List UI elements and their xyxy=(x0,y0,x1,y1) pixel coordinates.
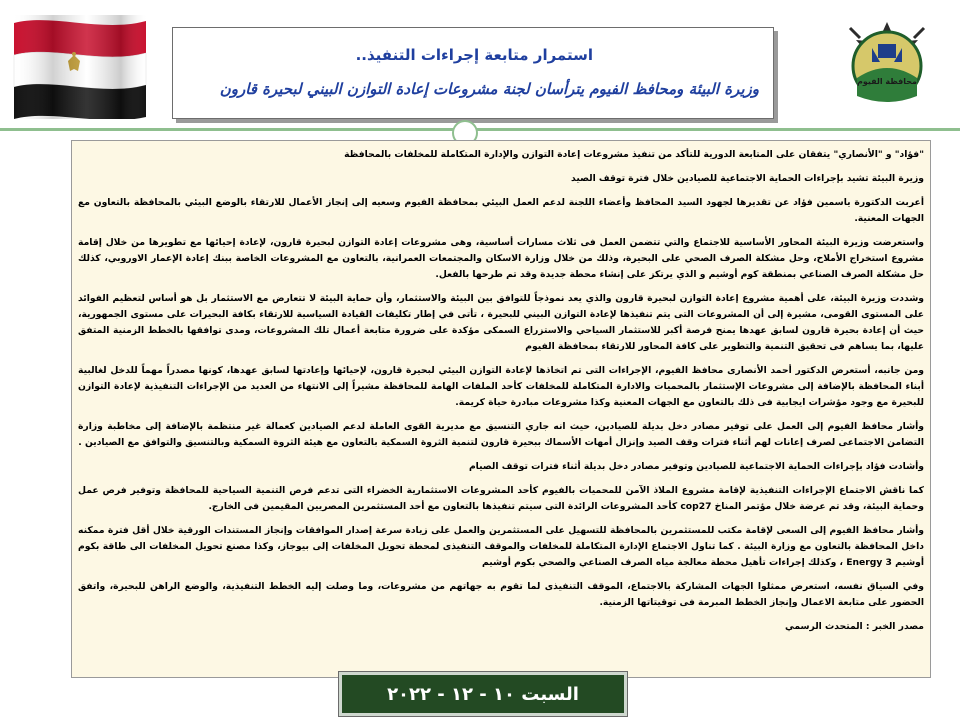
article-paragraph: وأشادت فؤاد بإجراءات الحماية الاجتماعية للصيادين وتوفير مصادر دخل بديلة أثناء فترات توقف الصيام xyxy=(468,461,924,472)
article-paragraph: ومن جانبه، أستعرض الدكتور أحمد الأنصارى محافظ الفيوم، الإجراءات التى تم اتخاذها لإعادة التوازن البيئي لبحيرة قارون، لإحيائها وإعادتها لسابق عهدها، كونها مصدراً مهماً للدخل لغالبية أبناء المحافظة بالإضافة إلى مشروعات الإستثمار بالمحميات والادارة المتكاملة للمخلفات كأحد الملفات الهامة للمحافظة مشيراً إلى الانتهاء من العديد من الإجراءات التنفيذية لإعادة التوازن للبحيرة مع وجود مؤشرات ايجابية فى ذلك بالتعاون مع الجهات المعنية وكذا مشروعات مبادرة حياة كريمة. xyxy=(78,365,924,408)
egypt-flag-icon xyxy=(12,15,148,119)
date-badge xyxy=(339,672,627,716)
article-paragraph: "فؤاد" و "الأنصاري" يتفقان على المتابعة الدورية للتأكد من تنفيذ مشروعات إعادة التوازن والإدارة المتكاملة للمخلفات بالمحافظة xyxy=(344,149,924,160)
article-paragraph: وأشار محافظ الفيوم إلى السعى لإقامة مكتب للمستثمرين بالمحافظة للتسهيل على المستثمرين والعمل على زيادة سرعة إصدار الموافقات وإنجاز المستندات الورقية خلال أقل فترة ممكنه داخل المحافظة بالتعاون مع وزارة البيئة . كما تناول الاجتماع الإدارة المتكاملة للمخلفات والموقف التنفيذى لمحطة تحويل المخلفات إلى بيوجاز، وكذا مصنع تحويل المخلفات الى طاقة بكوم أوشيم Energy 3 ، وكذلك إجراءات تأهيل محطة معالجة مياه الصرف الصناعي والصحي بكوم أوشيم xyxy=(78,525,924,568)
article-paragraph: أعربت الدكتورة ياسمين فؤاد عن تقديرها لجهود السيد المحافظ وأعضاء اللجنة لدعم العمل البيئي بمحافظة الفيوم وسعيه إلى إنجاز الأعمال للارتقاء بالوضع البيئي بالمحافظة بالتعاون مع الجهات المعنية. xyxy=(78,197,924,224)
article-source: مصدر الخبر : المتحدث الرسمي xyxy=(785,621,924,632)
page-title: استمرار متابعة إجراءات التنفيذ.. xyxy=(355,46,593,64)
article-paragraph: وزيرة البيئة تشيد بإجراءات الحماية الاجتماعية للصيادين خلال فترة توقف الصيد xyxy=(571,173,924,184)
article-body xyxy=(72,141,930,687)
article-paragraph: وأشار محافظ الفيوم إلى العمل على توفير مصادر دخل بديلة للصيادين، حيث انه جاري التنسيق مع مديرية القوى العاملة لدعم الصيادين كعمالة غير منتظمة بالإضافة إلى مخاطبة وزارة التضامن الاجتماعى لصرف إعانات لهم أثناء فترات وقف الصيد وإنزال أمهات الأسماك ببحيرة قارون لتنمية الثروة السمكية بالتعاون مع هيئة الثروة السمكية وبالتنسيق والتوافق مع الصيادين . xyxy=(78,421,924,448)
article-paragraph: كما ناقش الاجتماع الإجراءات التنفيذية لإقامة مشروع الملاذ الآمن للمحميات بالفيوم كأحد المشروعات الاستثمارية الخضراء التى تدعم فرص التنمية السياحية للمحافظة وتوفير فرص عمل وحماية البيئة، وقد تم عرضة خلال مؤتمر المناخ cop27 كأحد المشروعات الرائدة التى سيتم تنفيذها بالتعاون مع أحد المستثمرين المصريين المقيمين فى الخارج. xyxy=(78,485,924,512)
fayoum-governorate-logo-icon xyxy=(832,18,942,118)
article-paragraph: وشددت وزيرة البيئة، على أهمية مشروع إعادة التوازن لبحيرة قارون والذي يعد نموذجاً للتوافق بين البيئة والاستثمار، وأن حماية البيئة لا تتعارض مع الاستثمار بل هو أساس لتعظيم الفوائد على المستوى القومى، مشيرة إلى أن المشروعات التى يتم تنفيذها لإعادة التوازن البيني للبحيرة ، تأتى في إطار تكليفات القيادة السياسية للارتقاء بكافة البحيرات على مستوى الجمهورية، حيث أن إعادة بحيرة قارون لسابق عهدها يمنح فرصة أكبر للاستثمار السياحي والاستزراع السمكى مؤكدة على ضرورة متابعة أعمال تلك المشروعات، ومدى توافقها بالخطط الزمنية المتفق عليها، بما يساهم فى تحقيق التنمية والتطوير على كافة المحاور للارتقاء بمحافظة الفيوم xyxy=(78,293,924,352)
logo-text: محافظة الفيوم xyxy=(856,77,918,86)
article-paragraph: واستعرضت وزيرة البيئة المحاور الأساسية للاجتماع والتي تتضمن العمل فى ثلاث مسارات أساسية، وهى مشروعات إعادة التوازن لبحيرة قارون، لإعادة إحيائها مع تطويرها من خلال إقامة مشروع استخراج الأملاح، وحل مشكلة الصرف الصحي على البحيرة، وذلك من خلال وزارة الاسكان والمجتمعات العمرانية، بالتعاون مع المشروعات الخاصة ببنك إعادة الإعمار الاوروبي، كذلك حل مشكلة الصرف الصناعي بمنطقة كوم أوشيم و الذي يرتكز على إنشاء محطة جديدة وقد تم طرحها بالفعل. xyxy=(78,237,924,280)
title-box xyxy=(172,27,774,119)
header-divider xyxy=(0,128,960,131)
article-panel xyxy=(71,140,931,678)
article-paragraph: وفي السياق نفسه، استعرض ممثلوا الجهات المشاركة بالاجتماع، الموقف التنفيذى لما تقوم به جهاتهم من مشروعات، وما وصلت إليه الخطط التنفيذية، والوضع الراهن للبحيرة، واتفق الحضور على متابعة الاعمال وإنجاز الخطط المبرمة فى توقيتاتها الزمنية. xyxy=(78,581,924,608)
page-subtitle: وزيرة البيئة ومحافظ الفيوم يترأسان لجنة مشروعات إعادة التوازن البيني لبحيرة قارون xyxy=(219,80,759,98)
date-label: السبت ١٠ - ١٢ - ٢٠٢٢ xyxy=(387,683,579,705)
